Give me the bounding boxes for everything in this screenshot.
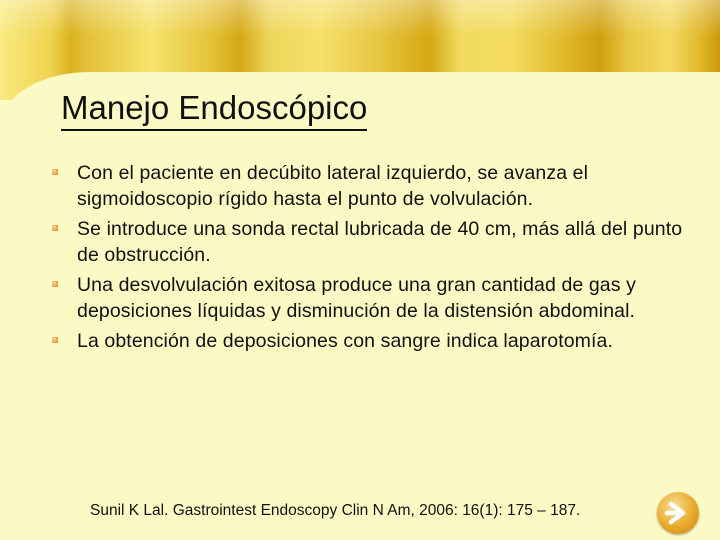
bullet-icon <box>52 281 58 287</box>
arrow-right-icon <box>663 498 693 528</box>
bullet-item <box>52 272 692 324</box>
bullet-item <box>52 216 692 268</box>
bullet-text: Se introduce una sonda rectal lubricada de 40 cm, más allá del punto de obstrucción. <box>77 218 683 266</box>
bullet-icon <box>52 337 58 343</box>
bullet-item <box>52 160 692 212</box>
bullet-text: Una desvolvulación exitosa produce una gran cantidad de gas y deposiciones líquidas y disminución de la distensión abdominal. <box>77 274 636 322</box>
decorative-band-shine <box>0 0 720 36</box>
bullet-list <box>52 160 692 358</box>
bullet-icon <box>52 225 58 231</box>
slide-title: Manejo Endoscópico <box>61 90 367 131</box>
bullet-item <box>52 328 692 354</box>
bullet-icon <box>52 169 58 175</box>
citation: Sunil K Lal. Gastrointest Endoscopy Clin N Am, 2006: 16(1): 175 – 187. <box>90 502 581 519</box>
bullet-text: La obtención de deposiciones con sangre indica laparotomía. <box>77 330 614 352</box>
bullet-text: Con el paciente en decúbito lateral izquierdo, se avanza el sigmoidoscopio rígido hasta el punto de volvulación. <box>77 162 589 210</box>
next-slide-button[interactable] <box>657 492 699 534</box>
